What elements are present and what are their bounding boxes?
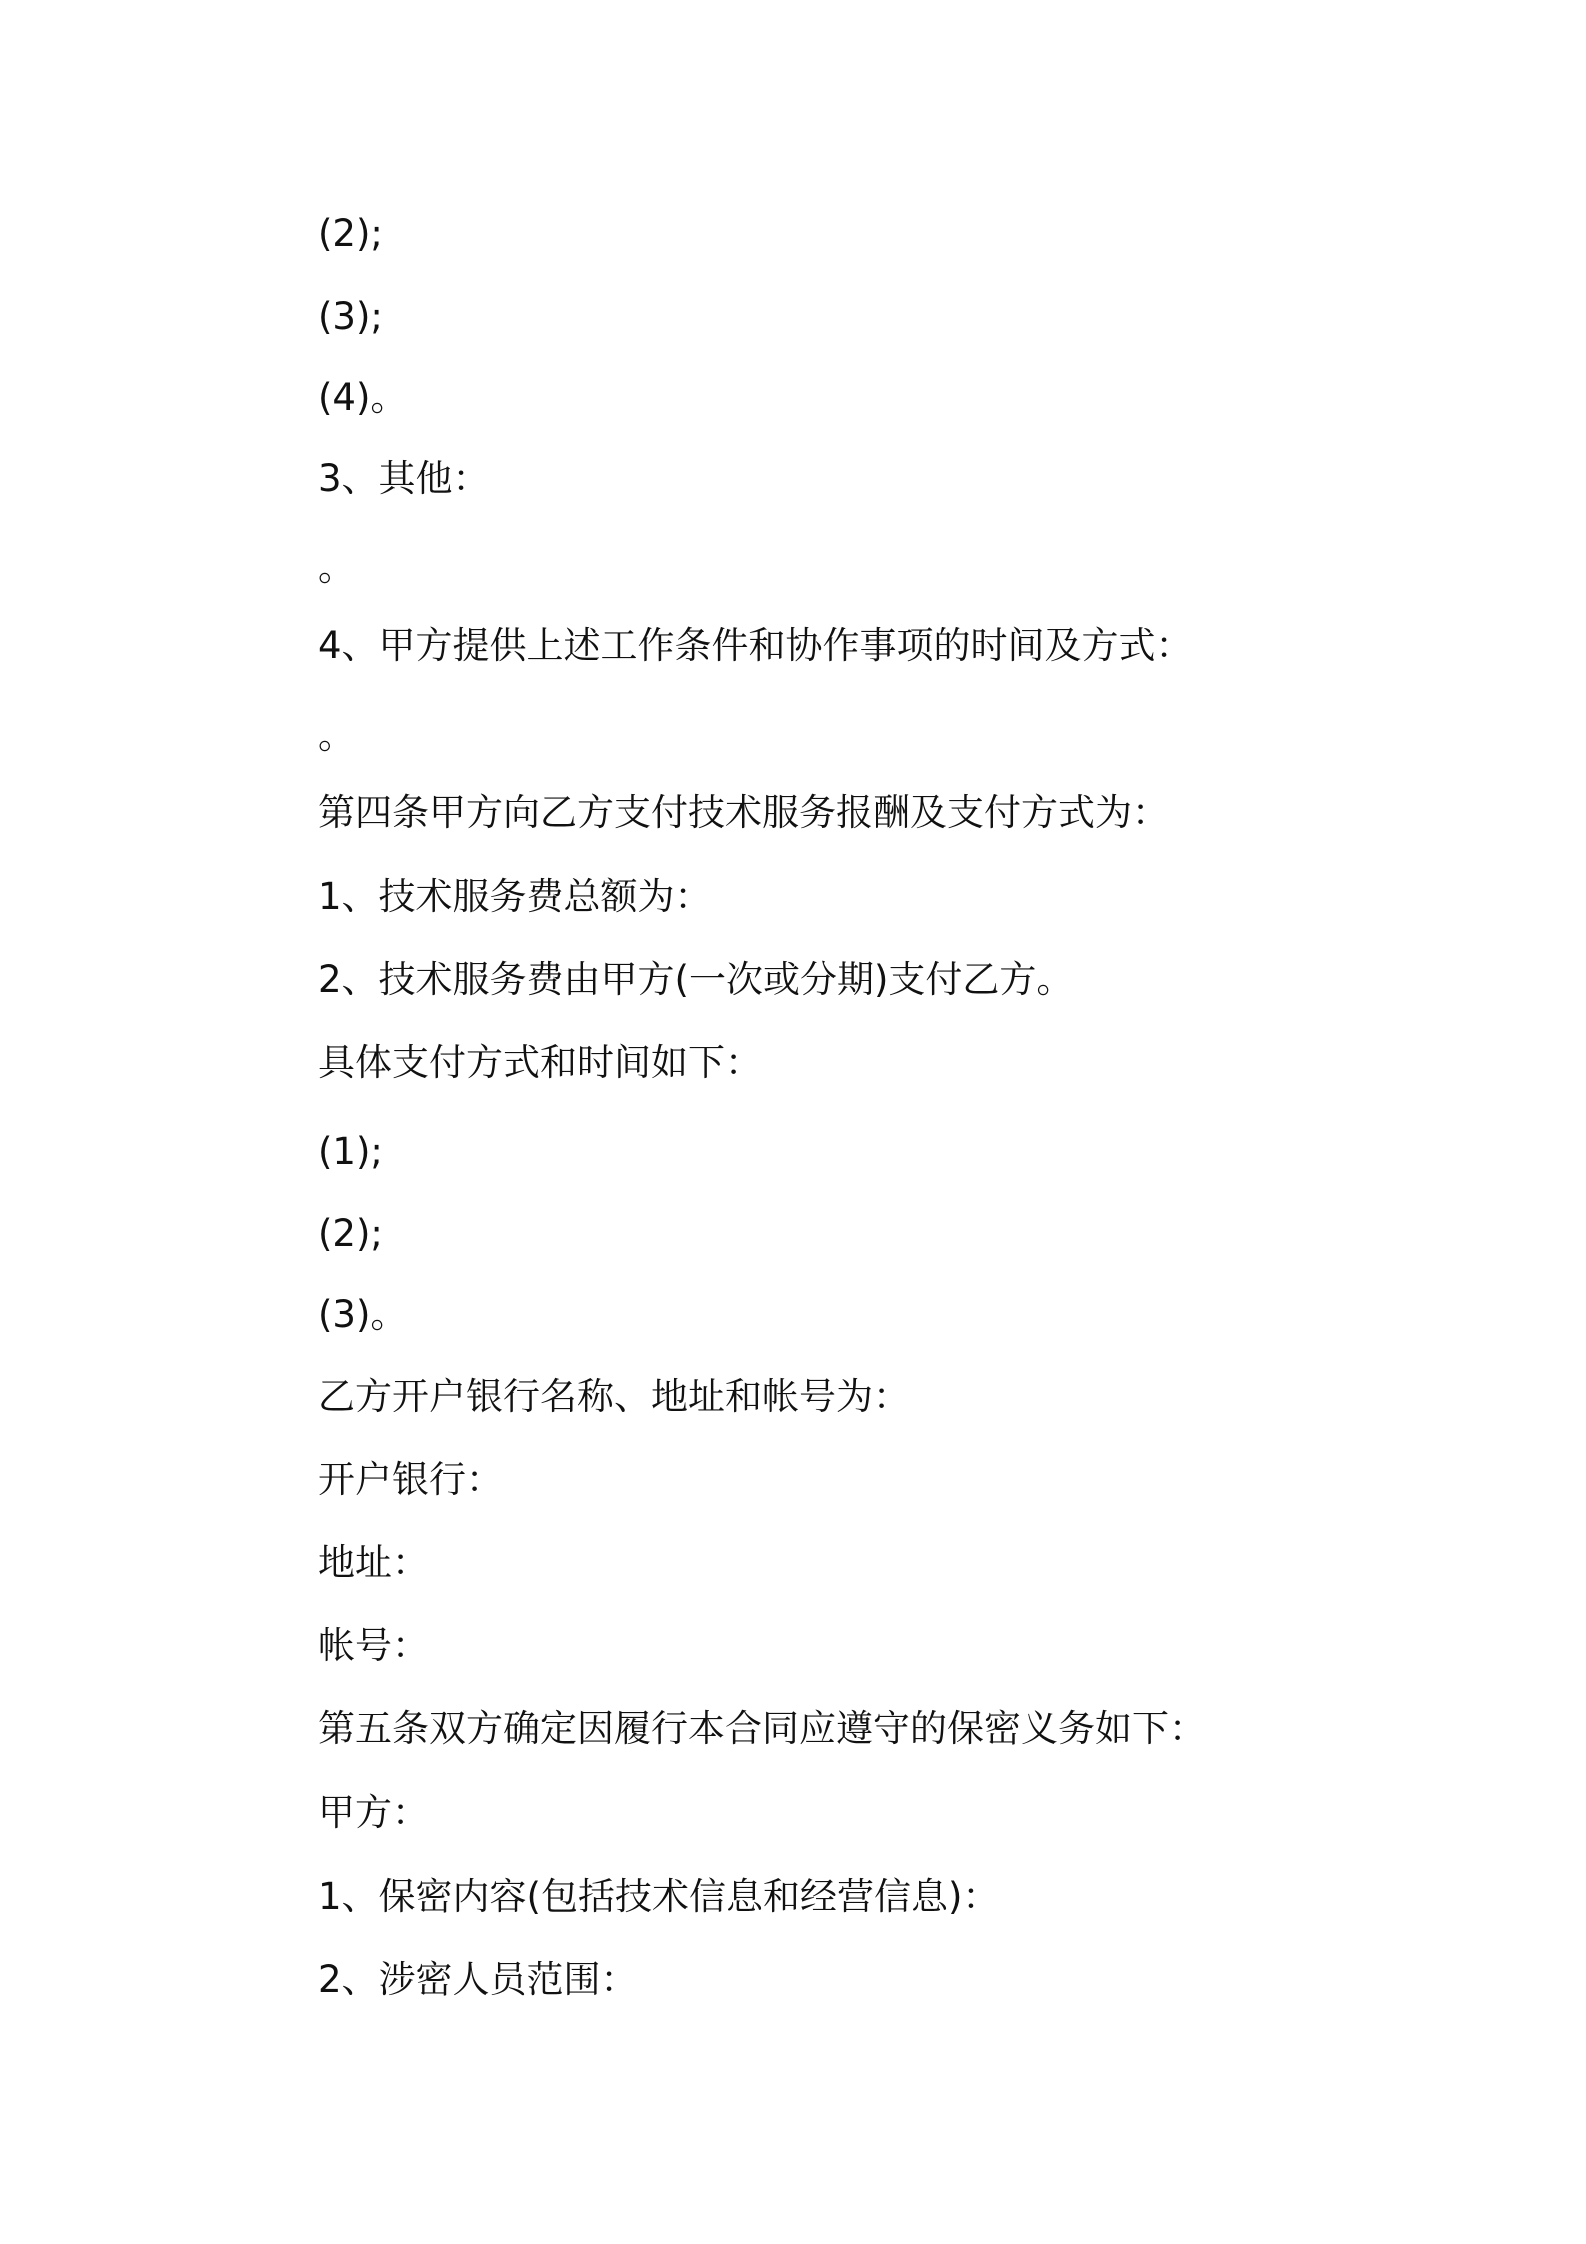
clause-fee-total: 1、技术服务费总额为： [318, 875, 712, 918]
list-item-4: (4)。 [318, 376, 408, 419]
article-four-heading: 第四条甲方向乙方支付技术服务报酬及支付方式为： [318, 791, 1169, 834]
clause-personnel-scope: 2、涉密人员范围： [318, 1958, 638, 2001]
list-item-3: (3); [318, 295, 383, 338]
article-five-heading: 第五条双方确定因履行本合同应遵守的保密义务如下： [318, 1707, 1206, 1750]
blank-line-period: 。 [318, 546, 355, 589]
bank-account-label: 帐号： [318, 1624, 429, 1667]
list-item-2: (2); [318, 212, 383, 255]
clause-confidential-scope: 1、保密内容(包括技术信息和经营信息)： [318, 1875, 1000, 1918]
list-item-1: (1); [318, 1130, 383, 1173]
clause-fee-payment: 2、技术服务费由甲方(一次或分期)支付乙方。 [318, 958, 1074, 1001]
bank-info-heading: 乙方开户银行名称、地址和帐号为： [318, 1375, 910, 1418]
clause-provision-time: 4、甲方提供上述工作条件和协作事项的时间及方式： [318, 624, 1193, 667]
payment-method-intro: 具体支付方式和时间如下： [318, 1041, 762, 1084]
list-item-3: (3)。 [318, 1293, 408, 1336]
clause-other: 3、其他： [318, 457, 490, 500]
bank-name-label: 开户银行： [318, 1458, 503, 1501]
bank-address-label: 地址： [318, 1541, 429, 1584]
blank-line-period: 。 [318, 714, 355, 757]
list-item-2: (2); [318, 1212, 383, 1255]
party-a-label: 甲方： [318, 1791, 429, 1834]
